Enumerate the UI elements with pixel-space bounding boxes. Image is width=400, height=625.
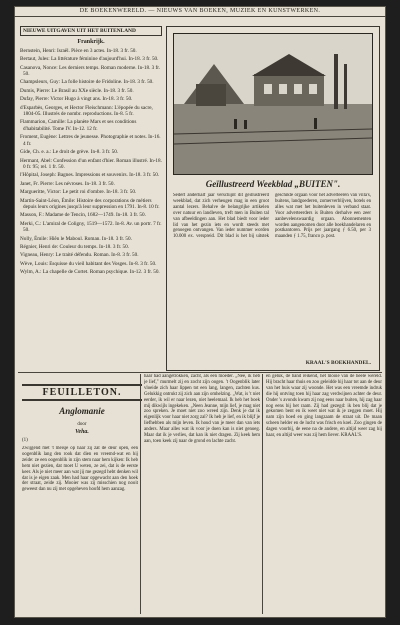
section-divider — [18, 372, 382, 373]
book-entry: Flammarion, Camille: La planète Mars et ses conditions d'habitabilité. Tome IV. In-12. 12 fr. — [20, 119, 137, 132]
book-entry: Margueritte, Victor: Le petit roi d'ombre. In-18. 3 fr. 50. — [20, 189, 137, 196]
book-entry: Janet, Fr. Pierre: Les névroses. In-18. 3 fr. 50. — [20, 180, 115, 187]
column-rule — [140, 374, 141, 614]
feuilleton-heading: FEUILLETON. — [22, 384, 142, 401]
book-entry: Gide, Ch. e. a.: Le droit de grève. In-8. 3 fr. 50. — [20, 149, 119, 156]
story-column-1: Zwijgend met 't meisje op haar zij zat de deur open, een oogenblik lang den rook dat dien en vreemd-wat en hij zeide: ze een oogenblik in zijn stem naar hem kijken: Ik heb hem niet gezien, dat moet U weten, ze zei, dat is de eerste keer. Als je niet meer aan wat jij me gezegd hebt denken wil dat is je eigen zaak. Men had haar opgewacht aan den hoek der straat, zeide zij. Mooier was zij misschien nog nooit geweest dan nu zij met opgeheven hoofd hem aanzag. — [22, 446, 138, 493]
book-entry: Hermant, Abel: Confession d'un enfant d'hier. Roman illustré. In-18. 0 fr. 95; rel. 1 fr. 50. — [20, 157, 162, 170]
ad-signature: KRAAL'S BOEKHANDEL. — [305, 360, 371, 366]
story-column-2: haar had aangetrokken, zacht, als een moeder. „Nee, ik heb je lief," murmelt zij en zocht zijn oogen. 't Oogenblik later vloeide zich haar lippen tot een lang, langen, zachten kus. Gelukkig ontrukt zij zich aan zijn omhelzing. „Wat, is 't niet eerder, ik wil er naar lezen, niet heelemaal. Ik heb het boek mij dikwijls ingekeken. „Neen Jeanne, mijn lief, je mag niet zoo spreken. Je moet niet zoo wreed zijn. Denk je dat ik eigenlijk voor haar niet zorg zal? Ik heb je lief, en ik blijf je liefhebben als mijn leven. Ik houd van je meer dan van iets anders. Maar alles wat ik voor je doen kan is niet genoeg. Maar dat ik je verlies, dat kan ik niet dragen. Zij keek hem aan, toen keek zij naar de grond en lachte zacht. — [144, 374, 260, 444]
book-entry: Martin-Saint-Léon, Émile: Histoire des corporations de métiers depuis leurs origines jusqu'à leur suppression en 1791. In-8. 10 fr. — [20, 197, 160, 210]
book-entry: Vigneau, Henry: Le traité défendu. Roman. In-8. 3 fr. 50. — [20, 252, 139, 259]
story-title: Anglomanie — [59, 406, 105, 416]
book-entry: d'Esparbès, Georges, et Hector Fleischmann: L'épopée du sacre, 1804-05. Illustrés de nombr. reproductions. In-8. 5 fr. — [20, 104, 153, 118]
book-entry: Bernstein, Henri: Israël. Pièce en 3 actes. In-18. 3 fr. 50. — [20, 47, 137, 54]
book-entries — [20, 48, 162, 276]
page-header: DE BOEKENWERELD. — NIEUWS VAN BOEKEN, MUZIEK EN KUNSTWERKEN. — [14, 8, 386, 17]
story-column-3: en geluk, de band reikend, het mooie van de heele wereld. Hij bracht haar thuis en zoo geleidde hij haar tot aan de deur van het huis waar zij woonde. Het was een vreemde indruk die hij ontving toen hij haar zag verdwijnen achter de deur. Onder 's avonds kwam zij nog eens naar buiten, hij zag haar nog eens bij het raam. Zij had gezegd: ik ben blij dat je gekomen bent en ik weet niet wat ik je zeggen moet. Hij nam zijn hoed en ging langzaam de straat uit. De maan scheen helder en de lucht was frisch en koel. Zoo gingen de dagen voorbij, de eene na de andere, en altijd weer zag hij haar, en altijd weer was zij hem liever. KRAAL'S. — [266, 374, 382, 439]
book-entry: Wylm, A.: La chapelle de Cortet. Roman psychique. In-12. 3 fr. 50. — [20, 269, 160, 276]
book-entry: Champsleurs, Guy: La folle histoire de Fridoline. In-18. 3 fr. 50. — [20, 79, 154, 86]
story-author: Veha. — [75, 429, 89, 435]
station-photo-image — [174, 34, 372, 174]
station-photo — [173, 33, 373, 175]
book-entry: l'Hôpital, Joseph: Bagnes. Impressions et souvenirs. In-18. 3 fr. 50. — [20, 172, 160, 179]
book-entry: Dumis, Pierre: Le Brasil au XXe siècle. In-18. 3 fr. 50. — [20, 87, 134, 94]
ad-body: Sedert anderhalf jaar verschijnt dit geïllustreerd weekblad, dat zich verheugen mag in een groot aantal lezers. Behalve de belangrijke artikelen over natuur en landleven, treft men in Buiten tal van afbeeldingen aan. Het blad biedt voor ieder lid van het gezin iets en wordt steeds met genoegen ontvangen. Van ieder nummer worden 10.000 ex. verspreid. Dit blad is het bij uitstek geschikte orgaan voor het adverteeren van villa's, buitens, landgoederen, zomerverblijven, hotels en alles wat met het buitenleven in verband staat. Voor adverteerders is Buiten derhalve een zeer aanbevelenswaardig orgaan. Abonnementen worden aangenomen door alle boekhandelaren en postkantoren. Prijs per jaargang ƒ 6.50, per 3 maanden ƒ 1.75, franco p. post. — [173, 193, 371, 240]
book-entry: Merki, C.: L'amiral de Coligny, 1519—1572. In-8. Av. un portr. 7 fr. 50. — [20, 220, 162, 234]
book-entry: Régnier, Henri de: Couleur du temps. In-18. 3 fr. 50. — [20, 243, 129, 250]
book-entry: Dufay, Pierre: Victor Hugo à vingt ans. In-18. 3 fr. 50. — [20, 96, 133, 103]
book-entry: Bertaut, Jules: La littérature féminine d'aujourd'hui. In-18. 3 fr. 50. — [20, 56, 159, 63]
newspaper-page — [14, 6, 386, 618]
book-list-column — [20, 26, 162, 371]
story-door: door — [77, 422, 87, 427]
book-entry: Nolly, Émile: Hiên le Maboul. Roman. In-18. 3 fr. 50. — [20, 235, 132, 242]
book-entry: Froment, Eugène: Lettres de jeunesse. Photographie et notes. In-16. 4 fr. — [20, 134, 161, 147]
installment-number: (1) — [22, 438, 28, 443]
buiten-advertisement — [166, 26, 380, 371]
column-rule — [262, 374, 263, 614]
book-entry: Casanova, Nonce: Les derniers temps. Roman moderne. In-18. 3 fr. 50. — [20, 64, 161, 78]
section-france: Frankrijk. — [77, 39, 105, 46]
book-entry: Wève, Louis: Esquisse du vieil habitant des Vosges. In-8. 3 fr. 50. — [20, 260, 157, 267]
ad-title: Geïllustreerd Weekblad „BUITEN". — [205, 179, 341, 189]
book-entry: Masson, F.: Madame de Tencin, 1682—1749. In-18. 3 fr. 50. — [20, 212, 146, 219]
new-publications-title: NIEUWE UITGAVEN UIT HET BUITENLAND — [20, 26, 162, 36]
